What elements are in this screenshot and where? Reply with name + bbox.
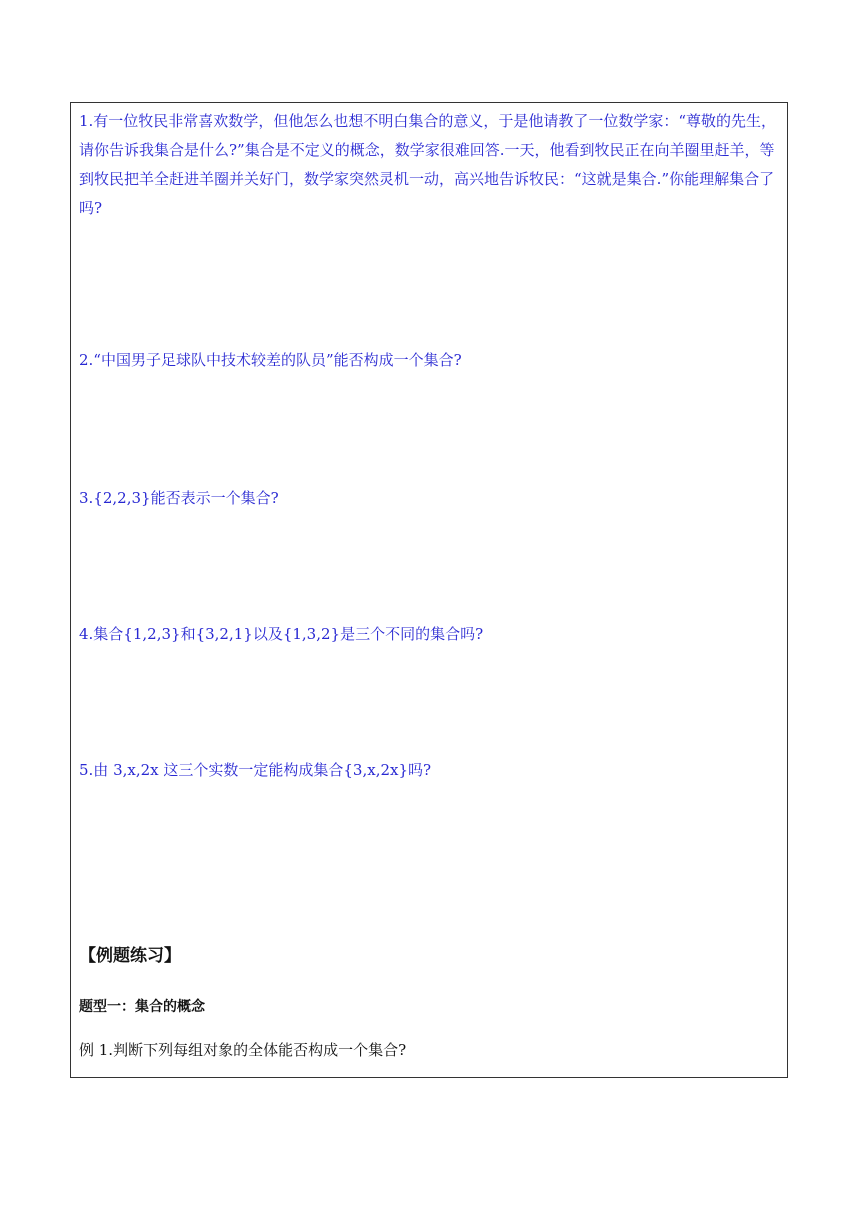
question-1: 1.有一位牧民非常喜欢数学，但他怎么也想不明白集合的意义，于是他请教了一位数学家：“尊敬的先生，请你告诉我集合是什么?”集合是不定义的概念，数学家很难回答.一天，他看到牧民正在向羊圈里赶羊，等到牧民把羊全赶进羊圈并关好门，数学家突然灵机一动，高兴地告诉牧民：“这就是集合.”你能理解集合了吗? — [79, 112, 776, 217]
example-1: 例 1.判断下列每组对象的全体能否构成一个集合? — [79, 1041, 407, 1059]
question-4: 4.集合{1,2,3}和{3,2,1}以及{1,3,2}是三个不同的集合吗? — [79, 625, 484, 643]
content-box — [70, 102, 788, 1078]
subheading: 题型一：集合的概念 — [79, 999, 205, 1015]
section-title: 【例题练习】 — [79, 946, 181, 966]
question-3: 3.{2,2,3}能否表示一个集合? — [79, 489, 279, 507]
question-5: 5.由 3,x,2x 这三个实数一定能构成集合{3,x,2x}吗? — [79, 761, 432, 779]
question-2: 2.“中国男子足球队中技术较差的队员”能否构成一个集合? — [79, 351, 462, 369]
